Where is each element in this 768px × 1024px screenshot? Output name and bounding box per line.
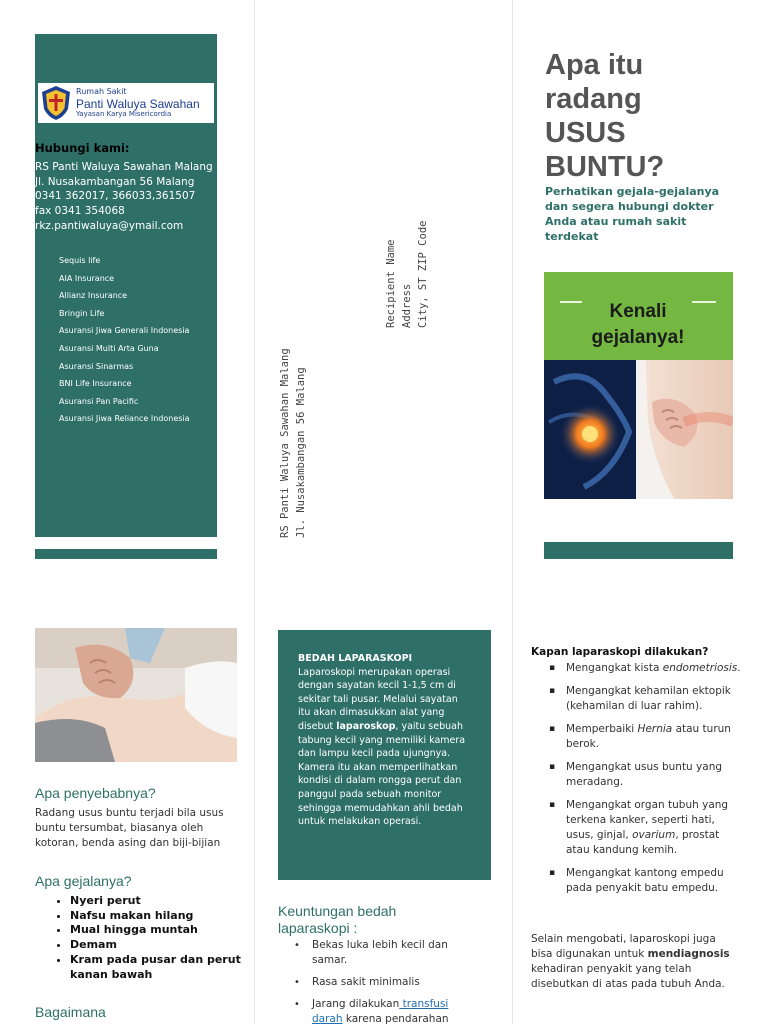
- when-item: ▪ Mengangkat kantong empedu pada penyakit batu empedu.: [548, 866, 743, 896]
- recipient-city: City, ST ZIP Code: [417, 220, 429, 328]
- laparoscopy-box: [278, 630, 491, 880]
- when-item: [548, 722, 743, 752]
- cover-title-line: radang: [545, 83, 642, 115]
- symptoms-heading: Apa gejalanya?: [35, 873, 132, 889]
- logo-line-1: Rumah Sakit: [76, 87, 127, 96]
- insurer-item: Asuransi Pan Pacific: [59, 396, 139, 406]
- benefit-item-text: karena pendarahan: [342, 1013, 449, 1024]
- when-item-text: Memperbaiki: [566, 723, 638, 735]
- when-item-em: endometriosis: [662, 662, 738, 674]
- cover-image: [544, 272, 733, 499]
- contact-email: rkz.pantiwaluya@ymail.com: [35, 220, 184, 232]
- benefit-item: • Rasa sakit minimalis: [290, 975, 465, 990]
- when-item-text: Mengangkat organ tubuh yang terkena kanker, seperti hati, usus, ginjal,: [566, 799, 729, 841]
- contact-line: Jl. Nusakambangan 56 Malang: [35, 176, 195, 188]
- contact-line: RS Panti Waluya Sawahan Malang: [35, 161, 213, 173]
- sender-address: Jl. Nusakambangan 56 Malang: [295, 367, 307, 538]
- diagnosis-note: [531, 932, 731, 992]
- laparoscopy-text-bold: laparoskop: [336, 720, 396, 732]
- how-heading: Bagaimana: [35, 1004, 106, 1020]
- recipient-address: Address: [401, 283, 413, 328]
- benefits-heading: Keuntungan bedah laparaskopi :: [278, 903, 397, 936]
- cover-subtitle: Perhatikan gejala-gejalanya dan segera hubungi dokter Anda atau rumah sakit terdekat: [545, 185, 720, 243]
- when-item-text: , prostat atau kandung kemih.: [566, 829, 720, 856]
- laparoscopy-text: [298, 666, 471, 829]
- diagnosis-note-text: Selain mengobati, laparoskopi juga bisa digunakan untuk: [531, 933, 716, 960]
- when-list: [548, 661, 743, 904]
- when-item-text: Mengangkat kista: [566, 662, 663, 674]
- when-item: ▪ Mengangkat usus buntu yang meradang.: [548, 760, 743, 790]
- benefit-item: [290, 997, 465, 1024]
- laparoscopy-title: BEDAH LAPARASKOPI: [298, 653, 413, 664]
- fold-line-2: [512, 0, 513, 1024]
- recipient-name: Recipient Name: [385, 239, 397, 328]
- when-item: [548, 798, 743, 858]
- insurer-item: Asuransi Multi Arta Guna: [59, 343, 159, 353]
- when-item-text: .: [737, 662, 741, 674]
- contact-line: fax 0341 354068: [35, 205, 125, 217]
- examination-photo: [35, 628, 237, 762]
- benefit-item: • Bekas luka lebih kecil dan samar.: [290, 938, 465, 968]
- insurer-item: Sequis life: [59, 256, 101, 265]
- symptoms-list: [52, 894, 252, 982]
- symptom-item: • Nafsu makan hilang: [70, 909, 252, 924]
- symptom-item: • Mual hingga muntah: [70, 923, 252, 938]
- logo-line-2: Panti Waluya Sawahan: [76, 97, 200, 111]
- when-item-text: atau turun berok.: [566, 723, 731, 750]
- when-item: [548, 661, 743, 676]
- insurer-item: AIA Insurance: [59, 273, 115, 283]
- benefits-list: [290, 938, 465, 1024]
- fold-line-1: [254, 0, 255, 1024]
- examination-illustration: [35, 628, 237, 762]
- when-item-em: Hernia: [637, 723, 673, 735]
- transfusion-link[interactable]: transfusi darah: [312, 998, 449, 1024]
- insurer-item: Asuransi Jiwa Reliance Indonesia: [59, 414, 190, 424]
- contact-line: 0341 362017, 366033,361507: [35, 190, 196, 202]
- insurer-item: Asuransi Jiwa Generali Indonesia: [59, 326, 190, 336]
- benefit-item-text: Jarang dilakukan: [312, 998, 400, 1010]
- when-title: Kapan laparaskopi dilakukan?: [531, 646, 709, 658]
- diagnosis-note-text: kehadiran penyakit yang telah disebutkan di atas pada tubuh Anda.: [531, 963, 725, 990]
- laparoscopy-text-a: Laparoskopi merupakan operasi dengan sayatan kecil 1-1,5 cm di sekitar tali pusar. Melalui sayatan itu akan dimasukkan alat yang disebut: [298, 666, 458, 732]
- diagnosis-note-bold: mendiagnosis: [647, 948, 730, 960]
- cover-title-line: BUNTU?: [545, 151, 665, 183]
- insurer-item: Allianz Insurance: [59, 291, 128, 301]
- symptom-item: • Kram pada pusar dan perut kanan bawah: [70, 953, 252, 982]
- cover-title-line: USUS: [545, 117, 626, 149]
- hospital-emblem-icon: [40, 85, 72, 121]
- cover-title-line: Apa itu: [545, 49, 644, 81]
- insurer-item: Asuransi Sinarmas: [59, 361, 134, 371]
- logo-line-3: Yayasan Karya Misericordia: [76, 110, 172, 118]
- cover-title: [545, 48, 664, 184]
- insurer-item: Bringin Life: [59, 308, 105, 318]
- symptom-item: • Demam: [70, 938, 252, 953]
- cover-caption-2: gejalanya!: [591, 327, 685, 348]
- causes-text: Radang usus buntu terjadi bila usus buntu tersumbat, biasanya oleh kotoran, benda asing dan biji-bijian: [35, 807, 224, 849]
- contact-title: Hubungi kami:: [35, 141, 130, 155]
- causes-heading: Apa penyebabnya?: [35, 785, 156, 801]
- insurer-list: [59, 256, 190, 432]
- sender-name: RS Panti Waluya Sawahan Malang: [279, 348, 291, 538]
- insurer-item: BNI Life Insurance: [59, 379, 132, 389]
- left-accent-bar: [35, 549, 217, 559]
- when-item-em: ovarium: [632, 829, 676, 841]
- hospital-logo: [38, 83, 214, 123]
- when-item: ▪ Mengangkat kehamilan ektopik (kehamilan di luar rahim).: [548, 684, 743, 714]
- cover-caption-1: Kenali: [609, 301, 667, 322]
- cover-illustration: [544, 272, 733, 499]
- laparoscopy-text-b: , yaitu sebuah tabung kecil yang memiliki kamera dan lampu kecil pada ujungnya. Kamera itu akan memperlihatkan kondisi di dalam rongga perut dan panggul pada sebuah monitor sehingga memudahkan ahli bedah untuk melakukan operasi.: [298, 720, 466, 828]
- right-accent-bar: [544, 542, 733, 559]
- symptom-item: • Nyeri perut: [70, 894, 252, 909]
